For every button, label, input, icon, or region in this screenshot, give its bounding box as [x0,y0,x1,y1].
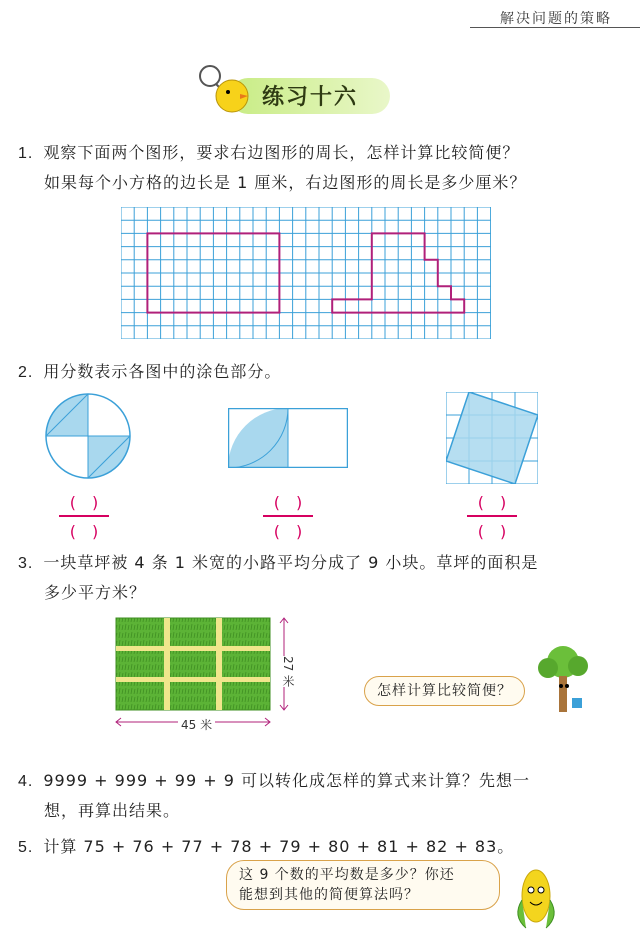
lawn-figure [112,614,302,730]
question-number: 4. [18,773,34,790]
fraction-denominator[interactable]: ( ) [69,521,99,541]
circle-fraction-figure [44,392,132,480]
answer-fraction-2[interactable] [263,490,313,542]
hint-line-2: 能想到其他的简便算法吗？ [239,887,419,903]
question-text: 计算 75 + 76 + 77 + 78 + 79 + 80 + 81 + 82 + 83。 [43,837,515,856]
exercise-title: 练习十六 [262,85,359,110]
question-text: 9999 + 999 + 99 + 9 可以转化成怎样的算式来计算？先想一 [43,771,530,790]
hint-line-1: 这 9 个数的平均数是多少？你还 [239,867,455,883]
chick-mascot-icon [190,62,260,118]
header-rule [470,27,640,28]
question-4 [18,766,530,797]
question-3-line2: 多少平方米？ [44,583,147,602]
question-2 [18,357,281,388]
hint-bubble-q5 [226,860,500,910]
question-number: 3. [18,555,34,572]
question-number: 2. [18,364,34,381]
question-text: 观察下面两个图形，要求右边图形的周长，怎样计算比较简便？ [43,143,520,162]
section-title: 解决问题的策略 [500,11,612,27]
corn-mascot-icon [508,856,564,936]
quarter-circle-fraction-figure [228,408,348,468]
question-4-line2: 想，再算出结果。 [44,801,181,820]
fraction-numerator[interactable]: ( ) [477,493,507,512]
question-text: 用分数表示各图中的涂色部分。 [43,362,282,381]
question-number: 1. [18,145,34,162]
fraction-numerator[interactable]: ( ) [273,493,303,512]
question-1 [18,138,519,169]
fraction-numerator[interactable]: ( ) [69,493,99,512]
question-1-line2: 如果每个小方格的边长是 1 厘米，右边图形的周长是多少厘米？ [44,173,527,192]
question-number: 5. [18,839,34,856]
tilted-square-fraction-figure [446,392,538,484]
question-3 [18,548,538,579]
hint-bubble-q3: 怎样计算比较简便？ [364,676,525,706]
fraction-denominator[interactable]: ( ) [477,521,507,541]
fraction-bar [467,515,517,517]
perimeter-grid-figure [121,207,491,339]
question-text: 一块草坪被 4 条 1 米宽的小路平均分成了 9 小块。草坪的面积是 [43,553,539,572]
fraction-bar [263,515,313,517]
tree-mascot-icon [528,642,598,722]
fraction-denominator[interactable]: ( ) [273,521,303,541]
answer-fraction-3[interactable] [467,490,517,542]
height-dimension-label: 27 米 [281,656,295,688]
answer-fraction-1[interactable] [59,490,109,542]
fraction-bar [59,515,109,517]
question-5 [18,832,514,863]
width-dimension-label: 45 米 [178,716,215,733]
